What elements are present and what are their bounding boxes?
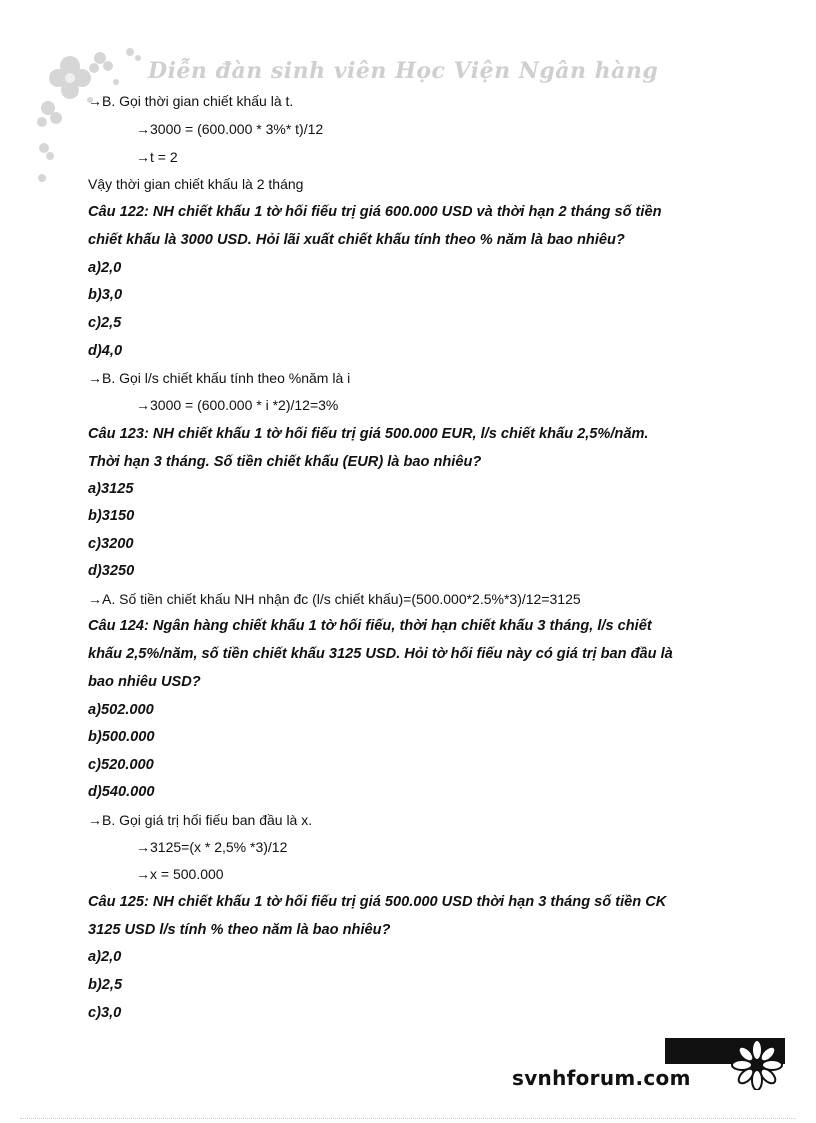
arrow-icon: → <box>88 370 102 386</box>
arrow-icon: → <box>136 839 150 855</box>
arrow-icon: → <box>136 121 150 137</box>
calc-line: →3125=(x * 2,5% *3)/12 <box>136 839 288 855</box>
answer-line: →B. Gọi giá trị hối fiếu ban đầu là x. <box>88 812 313 828</box>
answer-line: →B. Gọi l/s chiết khấu tính theo %năm là i <box>88 370 351 386</box>
option-a: a)3125 <box>88 481 134 497</box>
header-banner: Diễn đàn sinh viên Học Viện Ngân hàng <box>148 58 659 84</box>
option-d: d)540.000 <box>88 784 155 800</box>
option-b: b)500.000 <box>88 729 155 745</box>
conclusion-line: Vậy thời gian chiết khấu là 2 tháng <box>88 176 304 192</box>
question-122: Câu 122: NH chiết khấu 1 tờ hối fiếu trị giá 600.000 USD và thời hạn 2 tháng số tiền <box>88 204 662 220</box>
option-b: b)3150 <box>88 508 135 524</box>
arrow-icon: → <box>88 812 102 828</box>
option-b: b)2,5 <box>88 977 123 993</box>
arrow-icon: → <box>136 397 150 413</box>
question-124-cont: bao nhiêu USD? <box>88 674 201 690</box>
option-c: c)520.000 <box>88 757 154 773</box>
question-125: Câu 125: NH chiết khấu 1 tờ hối fiếu trị giá 500.000 USD thời hạn 3 tháng số tiền CK <box>88 894 667 910</box>
arrow-icon: → <box>136 149 150 165</box>
flower-logo-icon <box>722 1040 792 1090</box>
calc-line: →3000 = (600.000 * 3%* t)/12 <box>136 121 324 137</box>
option-a: a)502.000 <box>88 702 154 718</box>
option-c: c)3,0 <box>88 1005 122 1021</box>
calc-line: →x = 500.000 <box>136 866 224 882</box>
question-124-cont: khấu 2,5%/năm, số tiền chiết khấu 3125 USD. Hỏi tờ hối fiếu này có giá trị ban đầu là <box>88 646 673 662</box>
option-a: a)2,0 <box>88 260 122 276</box>
arrow-icon: → <box>88 591 102 607</box>
option-a: a)2,0 <box>88 949 122 965</box>
footer-divider <box>20 1118 796 1119</box>
question-123: Câu 123: NH chiết khấu 1 tờ hối fiếu trị giá 500.000 EUR, l/s chiết khấu 2,5%/năm. <box>88 426 649 442</box>
option-c: c)2,5 <box>88 315 122 331</box>
question-123-cont: Thời hạn 3 tháng. Số tiền chiết khấu (EUR) là bao nhiêu? <box>88 454 482 470</box>
arrow-icon: → <box>136 866 150 882</box>
question-124: Câu 124: Ngân hàng chiết khấu 1 tờ hối fiếu, thời hạn chiết khấu 3 tháng, l/s chiết <box>88 618 652 634</box>
question-122-cont: chiết khấu là 3000 USD. Hỏi lãi xuất chiết khấu tính theo % năm là bao nhiêu? <box>88 232 625 248</box>
footer-logo-text: svnhforum.com <box>512 1066 691 1090</box>
answer-line: →A. Số tiền chiết khấu NH nhận đc (l/s chiết khấu)=(500.000*2.5%*3)/12=3125 <box>88 591 581 607</box>
option-c: c)3200 <box>88 536 134 552</box>
calc-line: →t = 2 <box>136 149 178 165</box>
option-d: d)3250 <box>88 563 135 579</box>
calc-line: →3000 = (600.000 * i *2)/12=3% <box>136 397 339 413</box>
answer-line: →B. Gọi thời gian chiết khấu là t. <box>88 93 294 109</box>
arrow-icon: → <box>88 93 102 109</box>
option-b: b)3,0 <box>88 287 123 303</box>
option-d: d)4,0 <box>88 343 123 359</box>
question-125-cont: 3125 USD l/s tính % theo năm là bao nhiêu? <box>88 922 391 938</box>
